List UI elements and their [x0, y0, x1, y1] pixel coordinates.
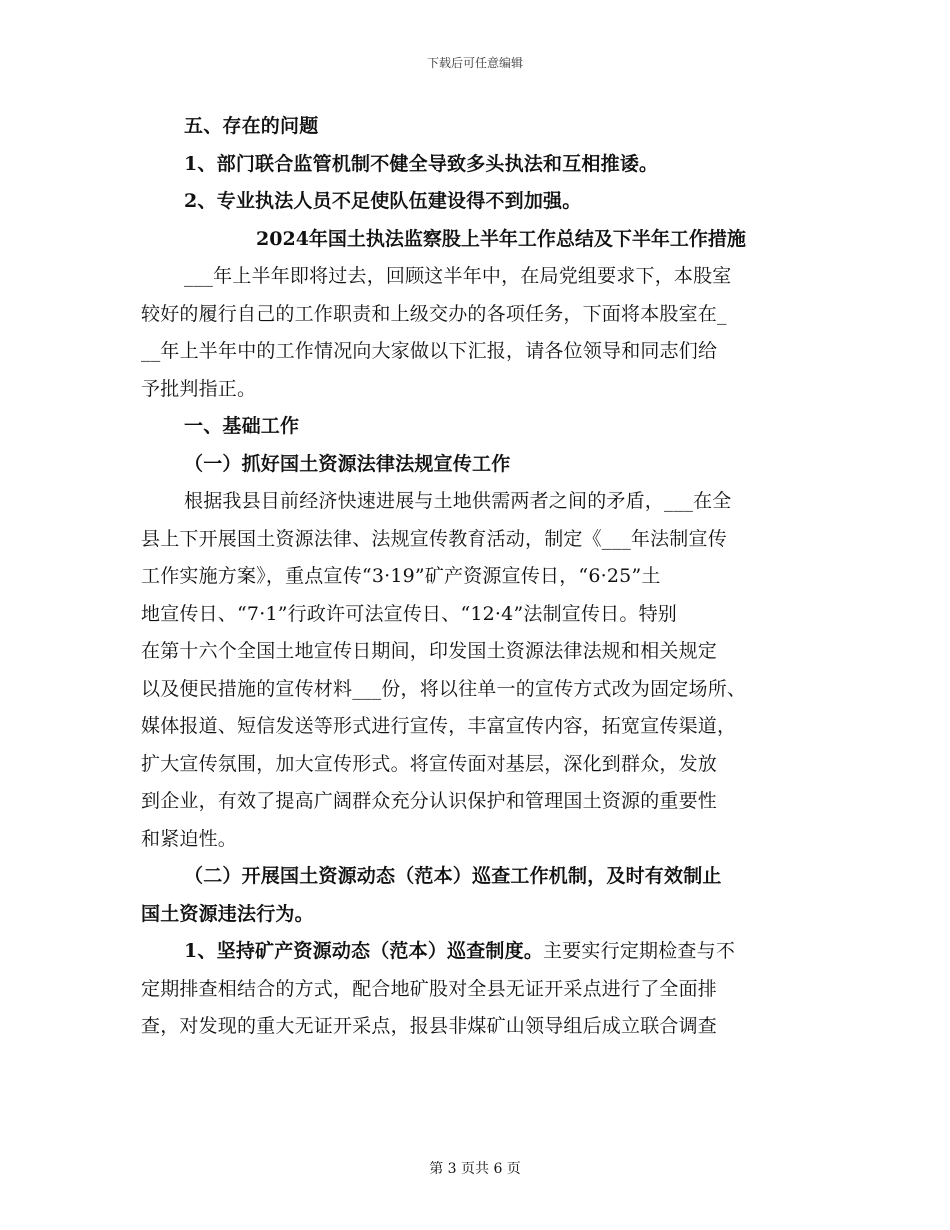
item1-line-3: 查，对发现的重大无证开采点，报县非煤矿山领导组后成立联合调查	[141, 1015, 718, 1037]
sub1-line-6: 以及便民措施的宣传材料___份，将以往单一的宣传方式改为固定场所、	[141, 677, 747, 700]
document-title: 2024年国土执法监察股上半年工作总结及下半年工作措施	[256, 227, 746, 250]
item1-line-2: 定期排查相结合的方式，配合地矿股对全县无证开采点进行了全面排	[141, 977, 718, 1000]
page-header-note: 下载后可任意编辑	[426, 56, 523, 70]
sub1-line-3: 工作实施方案》，重点宣传“3·19”矿产资源宣传日，“6·25”土	[141, 565, 661, 587]
problem-item-1: 1、部门联合监管机制不健全导致多头执法和互相推诿。	[184, 152, 659, 175]
sub1-line-2: 县上下开展国土资源法律、法规宣传教育活动，制定《___年法制宣传	[141, 527, 727, 550]
section-heading-problems: 五、存在的问题	[184, 115, 319, 137]
sub2-heading-line-1: （二）开展国土资源动态（范本）巡查工作机制，及时有效制止	[184, 865, 722, 887]
part1-heading: 一、基础工作	[184, 415, 300, 437]
sub1-line-10: 和紧迫性。	[141, 827, 238, 850]
sub1-line-5: 在第十六个全国土地宣传日期间，印发国土资源法律法规和相关规定	[141, 640, 718, 662]
item1-line-1	[141, 933, 811, 971]
sub1-line-7: 媒体报道、短信发送等形式进行宣传，丰富宣传内容，拓宽宣传渠道，	[141, 715, 737, 737]
intro-line-3: __年上半年中的工作情况向大家做以下汇报，请各位领导和同志们给	[141, 340, 718, 362]
item1-bold-lead: 1、坚持矿产资源动态（范本）巡查制度。	[184, 940, 544, 962]
sub1-heading: （一）抓好国土资源法律法规宣传工作	[184, 452, 511, 475]
sub1-line-9: 到企业，有效了提高广阔群众充分认识保护和管理国土资源的重要性	[141, 790, 718, 812]
page-footer: 第 3 页共 6 页	[429, 1161, 521, 1177]
document-body	[141, 108, 811, 1046]
sub1-line-4: 地宣传日、“7·1”行政许可法宣传日、“12·4”法制宣传日。特别	[141, 602, 677, 625]
intro-line-4: 予批判指正。	[141, 377, 257, 400]
intro-line-1: ___年上半年即将过去，回顾这半年中，在局党组要求下，本股室	[184, 265, 732, 287]
sub2-heading-line-2: 国土资源违法行为。	[141, 902, 314, 925]
sub1-line-1: 根据我县目前经济快速进展与土地供需两者之间的矛盾，___在全	[184, 490, 732, 512]
problem-item-2: 2、专业执法人员不足使队伍建设得不到加强。	[184, 190, 582, 212]
sub1-line-8: 扩大宣传氛围，加大宣传形式。将宣传面对基层，深化到群众，发放	[141, 752, 718, 775]
intro-line-2: 较好的履行自己的工作职责和上级交办的各项任务，下面将本股室在_	[141, 302, 727, 325]
item1-rest: 主要实行定期检查与不	[543, 940, 736, 962]
